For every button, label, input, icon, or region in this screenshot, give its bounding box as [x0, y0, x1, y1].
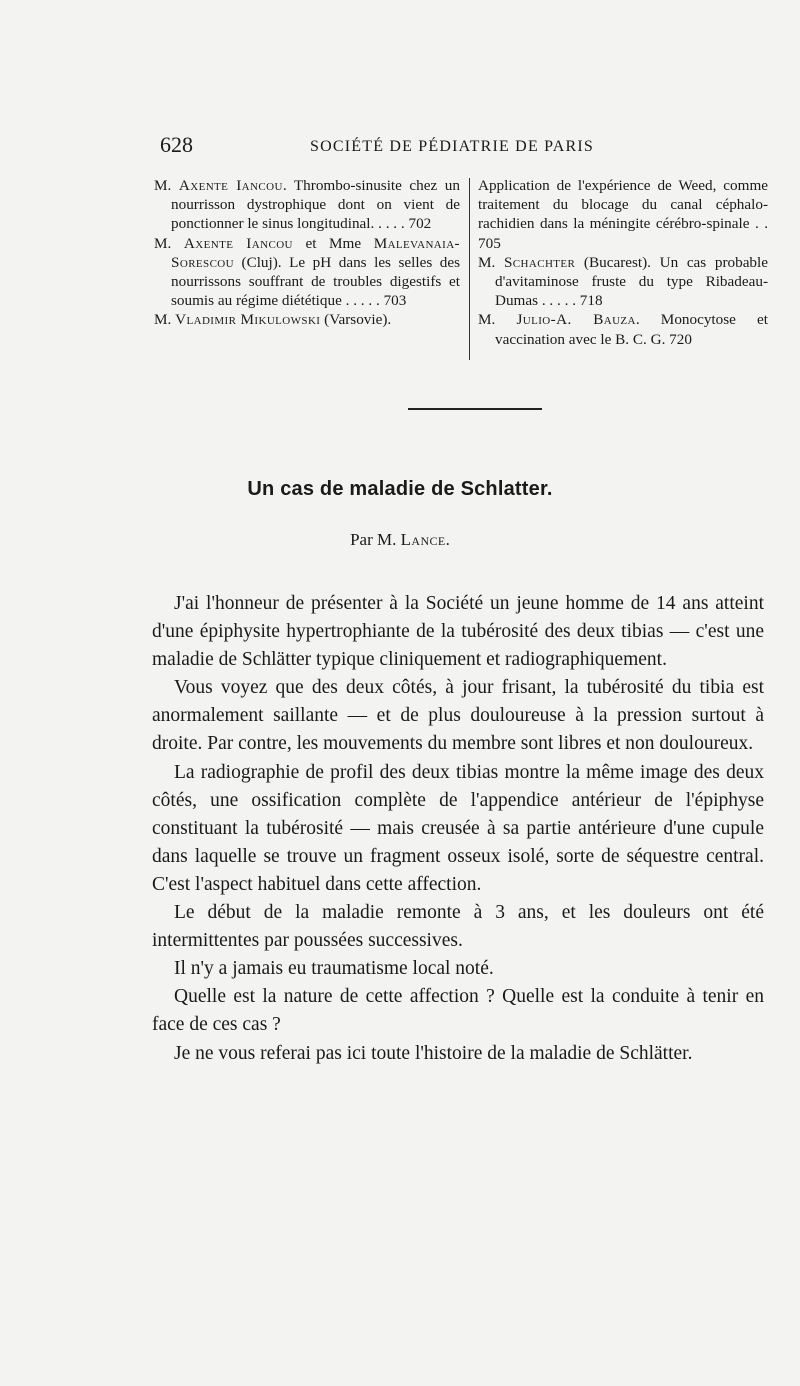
toc-prefix: M.: [154, 311, 176, 329]
page-header: [160, 132, 630, 162]
article-byline: [0, 530, 800, 550]
toc-mid: et Mme: [292, 234, 374, 252]
toc-text: . Monocytose et vaccination avec le B. C. G. 720: [495, 311, 768, 348]
toc-text: . Thrombo-sinusite chez un nourrisson dystrophique dont on vient de ponctionner le sinus longitudinal. . . . . 702: [171, 177, 460, 233]
toc-prefix: M.: [154, 177, 179, 194]
toc-prefix: M.: [478, 253, 504, 271]
toc-author-2: Malevanaia-Sorescou: [171, 234, 460, 271]
page-number: 628: [160, 132, 193, 157]
section-rule: [408, 408, 542, 410]
toc-text: (Varsovie).: [320, 311, 392, 329]
toc-author: Axente Iancou: [183, 234, 293, 252]
toc-text: Application de l'expérience de Weed, comme traitement du blocage du canal céphalo-rachidien dans la méningite cérébro-spinale . . 705: [478, 177, 768, 252]
toc-entry: [478, 253, 768, 311]
toc-entry: [478, 176, 768, 253]
toc-author: Vladimir Mikulowski: [175, 311, 321, 329]
running-head: SOCIÉTÉ DE PÉDIATRIE DE PARIS: [310, 138, 594, 155]
byline-prefix: Par M.: [350, 530, 401, 549]
column-divider: [469, 178, 470, 360]
body-paragraph: Quelle est la nature de cette affection ? Quelle est la conduite à tenir en face de ces cas ?: [152, 986, 764, 1036]
body-paragraph: Je ne vous referai pas ici toute l'histoire de la maladie de Schlätter.: [174, 1042, 693, 1064]
byline-author: Lance: [400, 530, 446, 549]
toc-author: Schachter: [503, 253, 576, 271]
toc-prefix: M.: [478, 311, 517, 329]
body-paragraph: Il n'y a jamais eu traumatisme local noté.: [174, 958, 494, 980]
body-paragraph: J'ai l'honneur de présenter à la Société un jeune homme de 14 ans atteint d'une épiphysite hypertrophiante de la tubérosité des deux tibias — c'est une maladie de Schlätter typique cliniquement et radiographiquement.: [152, 593, 764, 671]
toc-entry: [154, 176, 460, 234]
toc-right-column: [478, 176, 768, 349]
toc-author: Julio-A. Bauza: [516, 311, 636, 329]
body-paragraph: Le début de la maladie remonte à 3 ans, et les douleurs ont été intermittentes par poussées successives.: [152, 902, 764, 952]
article-title: Un cas de maladie de Schlatter.: [247, 478, 553, 500]
toc-entry: [154, 310, 460, 329]
toc-entry: [154, 234, 460, 311]
toc-text: (Cluj). Le pH dans les selles des nourrissons souffrant de troubles digestifs et soumis au régime diététique . . . . . 703: [171, 253, 460, 310]
byline-suffix: .: [445, 530, 450, 549]
body-paragraph: La radiographie de profil des deux tibias montre la même image des deux côtés, une ossification complète de l'appendice antérieur de l'épiphyse constituant la tubérosité — mais creusée à sa partie antérieure d'une cupule dans laquelle se trouve un fragment osseux isolé, sorte de séquestre central. C'est l'aspect habituel dans cette affection.: [152, 761, 764, 895]
toc-left-column: [154, 176, 460, 330]
toc-text: (Bucarest). Un cas probable d'avitaminose fruste du type Ribadeau-Dumas . . . . . 718: [495, 253, 768, 310]
toc-entry: [478, 310, 768, 348]
toc-prefix: M.: [154, 234, 184, 252]
toc-author: Axente Iancou: [178, 177, 283, 194]
article-body: [152, 590, 764, 1068]
body-paragraph: Vous voyez que des deux côtés, à jour frisant, la tubérosité du tibia est anormalement saillante — et de plus douloureuse à la pression surtout à droite. Par contre, les mouvements du membre sont libres et non douloureux.: [152, 677, 764, 755]
